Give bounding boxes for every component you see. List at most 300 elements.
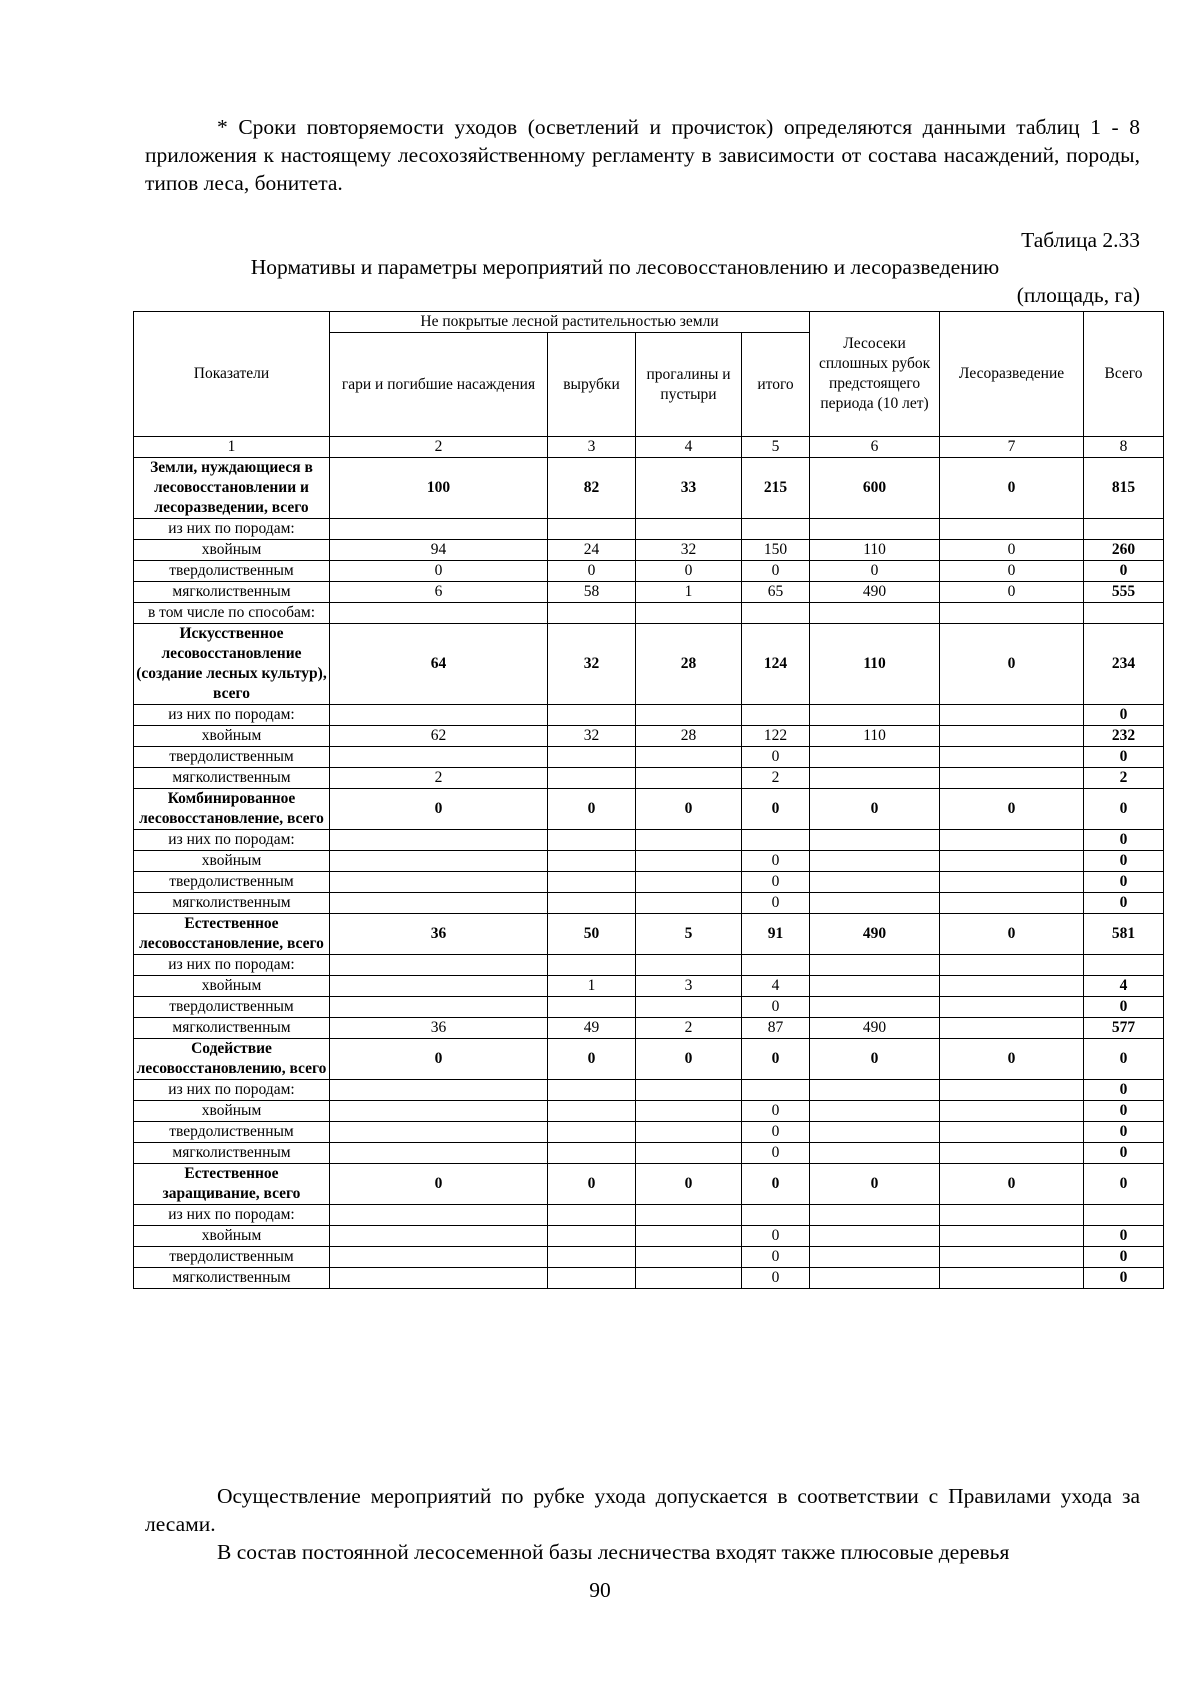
table-cell	[330, 1226, 548, 1247]
table-cell: 0	[940, 561, 1084, 582]
table-cell: 0	[940, 789, 1084, 830]
table-cell: 58	[548, 582, 636, 603]
table-cell	[330, 519, 548, 540]
table-row	[134, 1080, 1164, 1101]
table-cell	[810, 1143, 940, 1164]
table-cell	[810, 705, 940, 726]
page-number: 90	[589, 1578, 611, 1602]
row-label: твердолиственным	[134, 872, 330, 893]
table-row	[134, 1268, 1164, 1289]
table-cell: 4	[742, 976, 810, 997]
table-cell	[548, 1268, 636, 1289]
table-cell	[636, 830, 742, 851]
table-cell: 0	[742, 789, 810, 830]
table-cell	[330, 1247, 548, 1268]
table-row	[134, 726, 1164, 747]
table-cell	[742, 1205, 810, 1226]
table-cell	[330, 976, 548, 997]
row-label: мягколиственным	[134, 1018, 330, 1039]
header-total: Всего	[1084, 312, 1164, 437]
table-cell	[330, 997, 548, 1018]
table-cell	[330, 893, 548, 914]
table-cell	[636, 1268, 742, 1289]
table-cell	[940, 1018, 1084, 1039]
table-cell: 6	[330, 582, 548, 603]
table-cell: 0	[330, 561, 548, 582]
column-number: 2	[330, 437, 548, 458]
table-units: (площадь, га)	[1016, 283, 1140, 307]
header-subtotal: итого	[742, 333, 810, 437]
table-cell	[330, 830, 548, 851]
table-row	[134, 1143, 1164, 1164]
table-row	[134, 1122, 1164, 1143]
table-cell: 0	[1084, 1268, 1164, 1289]
row-label: Естественное заращивание, всего	[134, 1164, 330, 1205]
table-cell	[810, 603, 940, 624]
table-row	[134, 851, 1164, 872]
table-cell: 0	[636, 561, 742, 582]
table-row	[134, 705, 1164, 726]
table-cell: 0	[742, 1164, 810, 1205]
table-cell	[636, 955, 742, 976]
column-numbers-row	[134, 437, 1164, 458]
table-cell: 0	[940, 1164, 1084, 1205]
table-row	[134, 1205, 1164, 1226]
table-row	[134, 872, 1164, 893]
table-cell: 577	[1084, 1018, 1164, 1039]
table-row	[134, 789, 1164, 830]
table-cell	[636, 1226, 742, 1247]
table-row	[134, 458, 1164, 519]
table-cell	[636, 519, 742, 540]
table-cell: 0	[742, 851, 810, 872]
table-cell	[636, 603, 742, 624]
table-cell: 215	[742, 458, 810, 519]
table-cell	[810, 1226, 940, 1247]
row-label: хвойным	[134, 726, 330, 747]
row-label: в том числе по способам:	[134, 603, 330, 624]
table-cell	[548, 955, 636, 976]
header-uncovered-lands: Не покрытые лесной растительностью земли	[330, 312, 810, 333]
table-cell: 0	[1084, 872, 1164, 893]
table-cell: 62	[330, 726, 548, 747]
table-cell: 0	[1084, 1101, 1164, 1122]
table-cell	[810, 976, 940, 997]
table-cell: 0	[548, 789, 636, 830]
table-cell	[940, 830, 1084, 851]
table-cell	[810, 1268, 940, 1289]
table-cell	[548, 1122, 636, 1143]
table-cell: 110	[810, 624, 940, 705]
table-cell	[940, 1143, 1084, 1164]
table-cell	[330, 705, 548, 726]
table-cell: 5	[636, 914, 742, 955]
table-cell	[940, 1268, 1084, 1289]
row-label: мягколиственным	[134, 582, 330, 603]
table-cell: 3	[636, 976, 742, 997]
table-cell	[548, 705, 636, 726]
table-cell: 0	[742, 747, 810, 768]
table-cell	[940, 1080, 1084, 1101]
table-body	[134, 458, 1164, 1289]
header-cutting-areas: Лесосеки сплошных рубок предстоящего периода (10 лет)	[810, 312, 940, 437]
table-cell: 0	[742, 997, 810, 1018]
table-cell: 87	[742, 1018, 810, 1039]
table-cell	[548, 1205, 636, 1226]
table-cell: 28	[636, 624, 742, 705]
row-label: хвойным	[134, 851, 330, 872]
table-cell	[330, 747, 548, 768]
table-row	[134, 768, 1164, 789]
table-cell: 110	[810, 540, 940, 561]
row-label: из них по породам:	[134, 519, 330, 540]
table-row	[134, 1018, 1164, 1039]
table-cell	[330, 1101, 548, 1122]
table-cell: 0	[742, 872, 810, 893]
table-cell: 0	[940, 624, 1084, 705]
table-cell: 91	[742, 914, 810, 955]
table-cell	[940, 1247, 1084, 1268]
table-cell	[548, 1226, 636, 1247]
row-label: из них по породам:	[134, 830, 330, 851]
table-cell: 0	[1084, 1226, 1164, 1247]
table-cell: 0	[1084, 561, 1164, 582]
table-row	[134, 997, 1164, 1018]
table-cell	[940, 768, 1084, 789]
table-cell	[330, 1205, 548, 1226]
table-cell: 2	[636, 1018, 742, 1039]
table-cell: 0	[742, 1122, 810, 1143]
table-cell	[330, 851, 548, 872]
table-cell: 122	[742, 726, 810, 747]
table-cell: 815	[1084, 458, 1164, 519]
row-label: мягколиственным	[134, 893, 330, 914]
table-cell: 124	[742, 624, 810, 705]
table-cell	[810, 1247, 940, 1268]
table-cell: 0	[1084, 1122, 1164, 1143]
table-cell	[548, 1101, 636, 1122]
table-cell	[810, 1101, 940, 1122]
table-cell	[810, 747, 940, 768]
table-cell: 0	[636, 1039, 742, 1080]
table-cell: 490	[810, 582, 940, 603]
table-cell	[742, 603, 810, 624]
table-cell	[810, 1080, 940, 1101]
table-cell	[330, 1080, 548, 1101]
table-cell	[548, 893, 636, 914]
table-cell	[940, 893, 1084, 914]
table-cell: 0	[1084, 997, 1164, 1018]
table-cell: 0	[330, 789, 548, 830]
table-cell: 32	[548, 624, 636, 705]
row-label: мягколиственным	[134, 768, 330, 789]
table-cell: 0	[1084, 705, 1164, 726]
table-cell: 0	[742, 893, 810, 914]
table-cell	[636, 1205, 742, 1226]
table-cell	[636, 747, 742, 768]
table-cell: 1	[548, 976, 636, 997]
table-cell	[742, 705, 810, 726]
row-label: Искусственное лесовосстановление (создание лесных культур), всего	[134, 624, 330, 705]
table-cell: 0	[1084, 1143, 1164, 1164]
table-row	[134, 1226, 1164, 1247]
table-cell	[636, 893, 742, 914]
table-cell	[1084, 955, 1164, 976]
table-cell: 0	[810, 789, 940, 830]
table-cell	[636, 997, 742, 1018]
table-cell: 0	[940, 1039, 1084, 1080]
table-cell: 0	[1084, 1039, 1164, 1080]
table-cell: 0	[1084, 830, 1164, 851]
table-cell: 232	[1084, 726, 1164, 747]
table-cell: 0	[940, 914, 1084, 955]
row-label: твердолиственным	[134, 1247, 330, 1268]
table-row	[134, 603, 1164, 624]
table-cell	[940, 705, 1084, 726]
table-cell: 94	[330, 540, 548, 561]
table-cell: 24	[548, 540, 636, 561]
row-label: из них по породам:	[134, 955, 330, 976]
table-cell: 49	[548, 1018, 636, 1039]
table-cell	[810, 872, 940, 893]
row-label: Земли, нуждающиеся в лесовосстановлении и лесоразведении, всего	[134, 458, 330, 519]
table-cell: 0	[1084, 893, 1164, 914]
table-cell	[548, 1080, 636, 1101]
table-cell	[330, 1143, 548, 1164]
table-cell: 600	[810, 458, 940, 519]
table-cell: 260	[1084, 540, 1164, 561]
table-cell: 2	[1084, 768, 1164, 789]
table-cell	[810, 893, 940, 914]
table-cell	[940, 1122, 1084, 1143]
table-cell: 100	[330, 458, 548, 519]
row-label: Содействие лесовосстановлению, всего	[134, 1039, 330, 1080]
table-row	[134, 747, 1164, 768]
row-label: хвойным	[134, 540, 330, 561]
table-cell	[940, 747, 1084, 768]
table-cell: 110	[810, 726, 940, 747]
table-cell	[636, 768, 742, 789]
table-cell	[940, 851, 1084, 872]
table-cell: 2	[742, 768, 810, 789]
row-label: из них по породам:	[134, 1205, 330, 1226]
table-cell: 64	[330, 624, 548, 705]
column-number: 7	[940, 437, 1084, 458]
table-row	[134, 1164, 1164, 1205]
table-cell	[548, 519, 636, 540]
table-cell	[636, 1101, 742, 1122]
table-number: Таблица 2.33	[1021, 228, 1140, 252]
table-cell: 0	[1084, 1164, 1164, 1205]
row-label: хвойным	[134, 1226, 330, 1247]
table-cell: 0	[810, 1039, 940, 1080]
intro-note: * Сроки повторяемости уходов (осветлений и прочисток) определяются данными таблиц 1 - 8 приложения к настоящему лесохозяйственному регламенту в зависимости от состава насаждений, породы, типов леса, бонитета.	[145, 115, 1140, 195]
table-cell: 82	[548, 458, 636, 519]
table-cell: 490	[810, 1018, 940, 1039]
row-label: мягколиственным	[134, 1143, 330, 1164]
table-cell: 1	[636, 582, 742, 603]
table-cell	[810, 519, 940, 540]
table-cell	[548, 747, 636, 768]
table-cell: 0	[940, 540, 1084, 561]
table-row	[134, 955, 1164, 976]
after-text-2: В состав постоянной лесосеменной базы лесничества входят также плюсовые деревья	[217, 1540, 1010, 1564]
row-label: из них по породам:	[134, 705, 330, 726]
table-cell	[810, 830, 940, 851]
table-cell	[810, 851, 940, 872]
table-cell	[1084, 1205, 1164, 1226]
table-row	[134, 561, 1164, 582]
table-cell: 0	[810, 1164, 940, 1205]
table-title: Нормативы и параметры мероприятий по лесовосстановлению и лесоразведению	[250, 255, 1000, 279]
table-row	[134, 1247, 1164, 1268]
table-cell	[940, 955, 1084, 976]
table-row	[134, 1101, 1164, 1122]
table-cell: 50	[548, 914, 636, 955]
row-label: Естественное лесовосстановление, всего	[134, 914, 330, 955]
table-row	[134, 830, 1164, 851]
row-label: из них по породам:	[134, 1080, 330, 1101]
table-cell: 65	[742, 582, 810, 603]
table-cell	[548, 851, 636, 872]
column-number: 5	[742, 437, 810, 458]
header-burned: гари и погибшие насаждения	[330, 333, 548, 437]
table-cell: 0	[330, 1164, 548, 1205]
table-cell	[810, 768, 940, 789]
table-cell	[330, 603, 548, 624]
table-cell	[330, 1268, 548, 1289]
table-cell: 150	[742, 540, 810, 561]
table-cell	[810, 997, 940, 1018]
table-cell: 0	[1084, 1247, 1164, 1268]
header-clearings: вырубки	[548, 333, 636, 437]
row-label: твердолиственным	[134, 1122, 330, 1143]
table-cell	[1084, 603, 1164, 624]
table-cell	[940, 1101, 1084, 1122]
row-label: твердолиственным	[134, 997, 330, 1018]
table-cell	[810, 1205, 940, 1226]
table-cell	[636, 872, 742, 893]
table-cell: 32	[636, 540, 742, 561]
table-cell	[742, 830, 810, 851]
after-text-1: Осуществление мероприятий по рубке ухода допускается в соответствии с Правилами ухода за лесами.	[145, 1484, 1140, 1536]
table-row	[134, 1039, 1164, 1080]
table-cell: 28	[636, 726, 742, 747]
column-number: 6	[810, 437, 940, 458]
table-cell	[636, 705, 742, 726]
table-cell: 0	[548, 1039, 636, 1080]
table-cell	[548, 768, 636, 789]
table-row	[134, 540, 1164, 561]
table-cell	[330, 1122, 548, 1143]
table-cell	[940, 1226, 1084, 1247]
row-label: хвойным	[134, 976, 330, 997]
table-row	[134, 624, 1164, 705]
table-row	[134, 519, 1164, 540]
table-cell	[940, 726, 1084, 747]
table-cell: 0	[1084, 789, 1164, 830]
table-row	[134, 582, 1164, 603]
table-cell: 0	[742, 1268, 810, 1289]
header-indicators: Показатели	[134, 312, 330, 437]
table-cell: 4	[1084, 976, 1164, 997]
column-number: 1	[134, 437, 330, 458]
table-cell	[810, 955, 940, 976]
table-cell	[810, 1122, 940, 1143]
table-cell	[548, 1143, 636, 1164]
table-cell	[330, 955, 548, 976]
table-cell	[940, 872, 1084, 893]
row-label: хвойным	[134, 1101, 330, 1122]
table-cell: 0	[742, 1143, 810, 1164]
table-cell: 0	[548, 1164, 636, 1205]
table-cell: 32	[548, 726, 636, 747]
table-cell	[636, 851, 742, 872]
table-cell	[940, 976, 1084, 997]
table-cell	[330, 872, 548, 893]
table-cell	[548, 872, 636, 893]
column-number: 3	[548, 437, 636, 458]
table-cell	[940, 603, 1084, 624]
table-cell	[742, 519, 810, 540]
table-cell	[548, 997, 636, 1018]
table-cell	[636, 1143, 742, 1164]
column-number: 8	[1084, 437, 1164, 458]
table-cell: 490	[810, 914, 940, 955]
table-cell: 0	[742, 1247, 810, 1268]
table-cell	[940, 519, 1084, 540]
table-cell: 0	[940, 582, 1084, 603]
table-cell	[548, 1247, 636, 1268]
table-cell: 0	[636, 1164, 742, 1205]
header-glades: прогалины и пустыри	[636, 333, 742, 437]
row-label: Комбинированное лесовосстановление, всего	[134, 789, 330, 830]
table-cell: 0	[940, 458, 1084, 519]
table-cell: 2	[330, 768, 548, 789]
header-afforestation: Лесоразведение	[940, 312, 1084, 437]
table-cell	[742, 1080, 810, 1101]
table-cell: 234	[1084, 624, 1164, 705]
column-number: 4	[636, 437, 742, 458]
table-cell: 0	[330, 1039, 548, 1080]
table-cell	[548, 603, 636, 624]
table-row	[134, 914, 1164, 955]
table-cell: 0	[742, 1101, 810, 1122]
table-cell	[636, 1080, 742, 1101]
table-cell	[1084, 519, 1164, 540]
table-cell: 0	[1084, 1080, 1164, 1101]
table-cell	[636, 1247, 742, 1268]
table-cell: 0	[1084, 747, 1164, 768]
row-label: мягколиственным	[134, 1268, 330, 1289]
table-cell: 555	[1084, 582, 1164, 603]
table-cell: 0	[742, 561, 810, 582]
table-cell	[636, 1122, 742, 1143]
table-cell	[548, 830, 636, 851]
table-row	[134, 893, 1164, 914]
table-cell	[940, 1205, 1084, 1226]
table-cell: 0	[810, 561, 940, 582]
table-cell: 33	[636, 458, 742, 519]
table-cell: 0	[742, 1039, 810, 1080]
row-label: твердолиственным	[134, 561, 330, 582]
table-cell: 36	[330, 1018, 548, 1039]
table-cell: 0	[1084, 851, 1164, 872]
table-cell: 0	[636, 789, 742, 830]
row-label: твердолиственным	[134, 747, 330, 768]
table-row	[134, 976, 1164, 997]
reforestation-table	[133, 311, 1164, 1289]
